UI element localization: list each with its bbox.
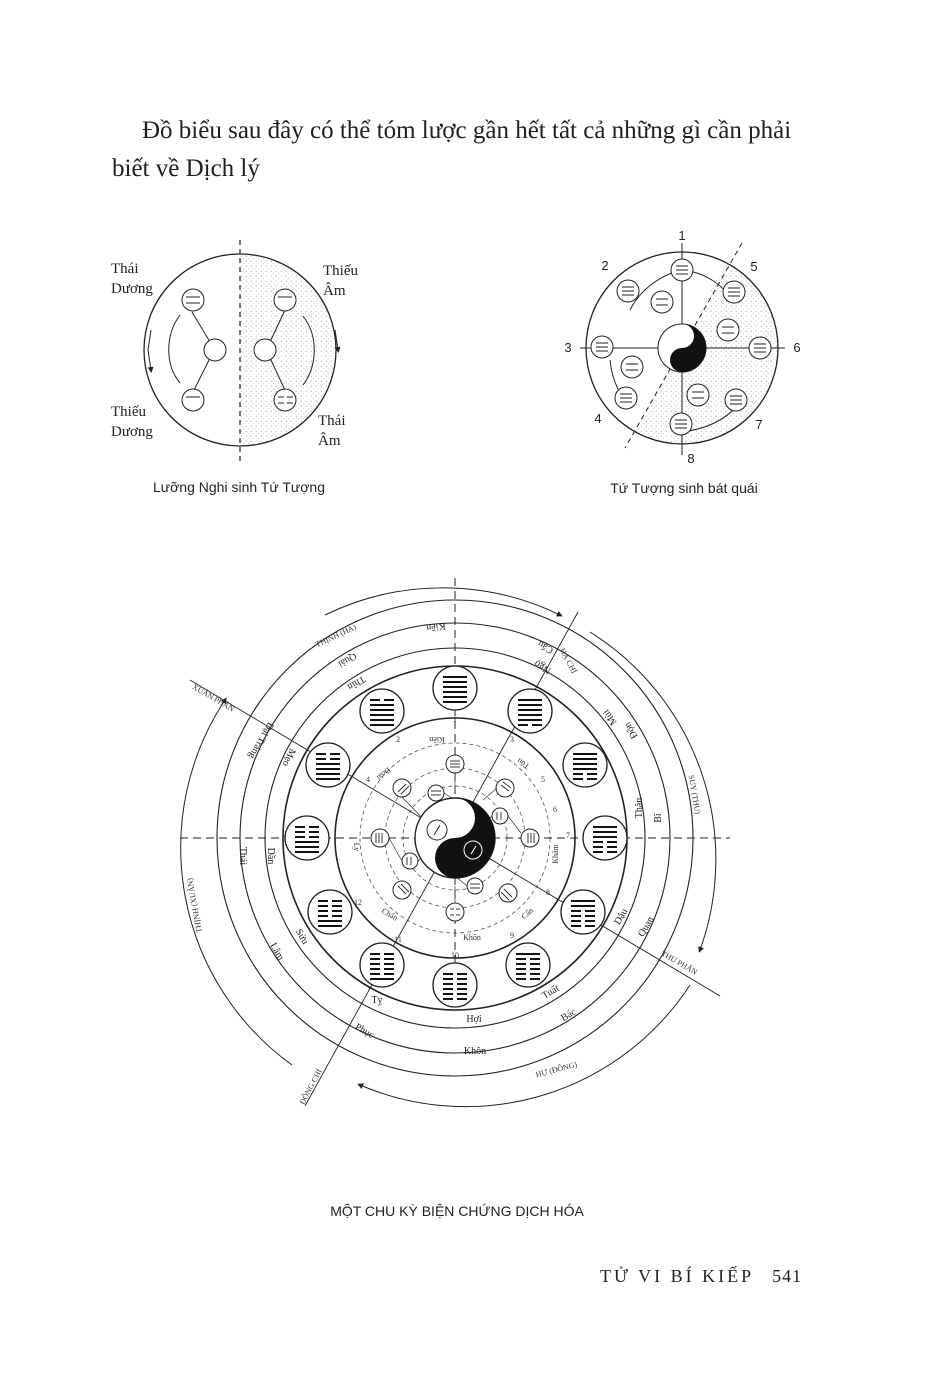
hexagram-khon: Khôn xyxy=(463,1046,487,1057)
season-thu-phan: THU PHÂN xyxy=(659,948,699,977)
ring-num-1: 1 xyxy=(453,715,457,724)
label-thieu-duong-2: Dương xyxy=(111,424,153,440)
diagram-chu-ky xyxy=(180,578,730,1219)
ring-num-9: 9 xyxy=(510,931,514,940)
number-2: 2 xyxy=(601,258,609,273)
label-thai-duong-1: Thái xyxy=(111,261,139,277)
hexagram-kien: Kiền xyxy=(425,620,447,633)
branch-dan: Dần xyxy=(265,847,276,865)
branch-tuat: Tuất xyxy=(540,983,562,1002)
label-thai-am-1: Thái xyxy=(318,413,346,429)
arc-thinh-xuan xyxy=(181,700,292,1065)
hexagram-quai: Quải xyxy=(336,650,359,670)
trigram-kham: Khảm xyxy=(551,844,560,864)
branch-suu: Sửu xyxy=(292,927,311,947)
node-thai-am xyxy=(274,389,296,411)
trigram-can: Cấn xyxy=(519,905,536,921)
branch-ngo: Ngọ xyxy=(532,657,553,676)
label-thai-duong-2: Dương xyxy=(111,281,153,297)
ring-num-2: 2 xyxy=(396,735,400,744)
hexagram-cau: Cấu xyxy=(536,637,556,656)
book-title: TỬ VI BÍ KIẾP xyxy=(600,1266,755,1286)
season-thinh-xuan: THỊNH (XUÂN) xyxy=(185,877,204,934)
label-thieu-duong-1: Thiếu xyxy=(111,404,146,420)
number-5: 5 xyxy=(750,259,758,274)
trigram-chan: Chấn xyxy=(380,906,400,923)
tai-chi xyxy=(415,798,495,878)
season-xuan-phan: XUÂN PHÂN xyxy=(190,682,236,714)
hexagram-bi: Bĩ xyxy=(653,813,664,823)
node-am xyxy=(254,339,276,361)
label-thieu-am-2: Âm xyxy=(323,283,346,299)
season-suy-thu: SUY (THU) xyxy=(686,774,703,815)
hexagram-don: Độn xyxy=(622,720,641,741)
season-ha-chi: HẠ CHÍ xyxy=(557,646,579,676)
node-thieu-duong xyxy=(182,389,204,411)
branch-meo: Mẹo xyxy=(279,746,298,769)
branch-mui: Mùi xyxy=(600,707,620,728)
hexagram-dai-trang: Đại Tráng xyxy=(245,720,276,761)
number-7: 7 xyxy=(755,417,763,432)
diagram-tu-tuong xyxy=(564,228,800,496)
page-number: 541 xyxy=(772,1266,803,1286)
ring-num-5: 5 xyxy=(541,775,545,784)
ring-num-3: 3 xyxy=(510,735,514,744)
intro-text: Đồ biểu sau đây có thể tóm lược gần hết tất cả những gì cần phải biết về Dịch lý xyxy=(112,117,792,182)
ring-num-12: 12 xyxy=(354,898,362,907)
node-thai-duong xyxy=(182,289,204,311)
diagram-luong-nghi xyxy=(111,240,358,495)
trigram-ton: Tốn xyxy=(515,756,532,771)
node-duong xyxy=(204,339,226,361)
hexagram-lam: Lâm xyxy=(267,941,287,963)
trigram-ly: Ly xyxy=(352,842,361,852)
hexagram-bac: Bác xyxy=(559,1006,579,1024)
number-1: 1 xyxy=(678,228,686,243)
caption-diagram2: Tứ Tượng sinh bát quái xyxy=(610,480,758,496)
ring-num-10: 10 xyxy=(451,951,459,960)
ring-num-6: 6 xyxy=(553,805,557,814)
trigram-khon: Khôn xyxy=(463,933,481,942)
page-footer xyxy=(600,1266,802,1287)
number-3: 3 xyxy=(564,340,572,355)
ring-num-11: 11 xyxy=(394,935,402,944)
hexagram-thai: Thái xyxy=(237,846,248,866)
ring-num-4: 4 xyxy=(366,775,370,784)
number-6: 6 xyxy=(793,340,801,355)
number-8: 8 xyxy=(687,451,695,466)
node-thieu-am xyxy=(274,289,296,311)
caption-diagram1: Lưỡng Nghi sinh Tứ Tượng xyxy=(152,479,326,495)
hexagram-phuc: Phục xyxy=(352,1021,376,1042)
branch-hoi: Hợi xyxy=(466,1014,482,1025)
season-hu-dong: HƯ (ĐÔNG) xyxy=(534,1059,579,1080)
label-thai-am-2: Âm xyxy=(318,433,341,449)
trigram-doai: Đoài xyxy=(374,765,393,783)
label-thieu-am-1: Thiếu xyxy=(323,263,358,279)
trigram-kien: Kiền xyxy=(429,735,445,744)
number-4: 4 xyxy=(594,411,602,426)
ring-num-7: 7 xyxy=(566,831,570,840)
branch-thin: Thìn xyxy=(345,673,368,693)
caption-diagram3: MỘT CHU KỲ BIỆN CHỨNG DỊCH HÓA xyxy=(330,1203,584,1219)
branch-than: Thân xyxy=(634,797,645,819)
season-dong-chi: ĐÔNG CHÍ xyxy=(297,1067,324,1107)
ring-num-8: 8 xyxy=(546,888,550,897)
season-thinh-ha: THỊNH (HẠ) xyxy=(314,622,358,650)
branch-ty-snake: Tỵ xyxy=(371,995,383,1006)
branch-dau: Dậu xyxy=(612,906,631,927)
hexagram-quan: Quan xyxy=(636,914,657,939)
